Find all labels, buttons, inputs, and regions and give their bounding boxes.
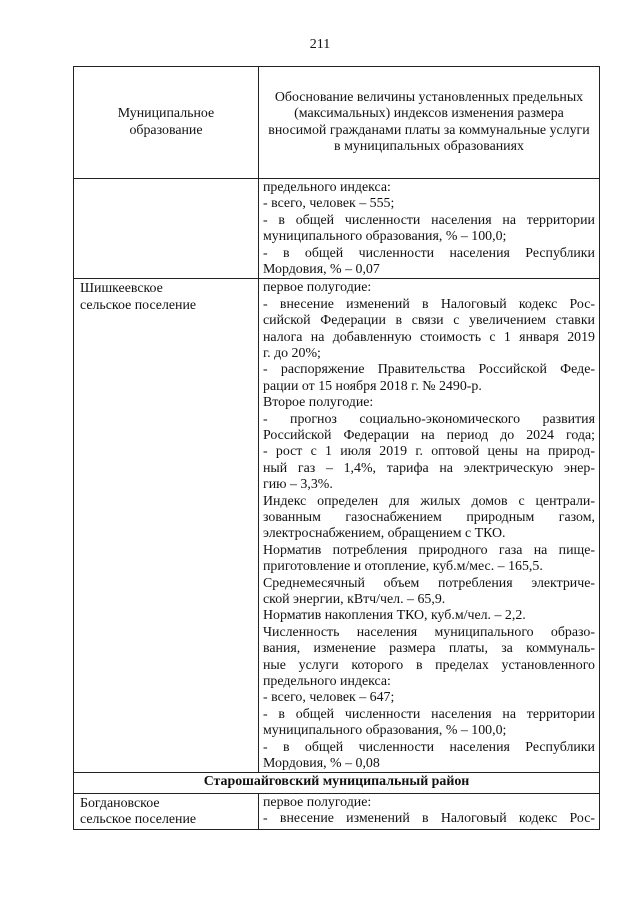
header-municipality-text: Муниципальное образование: [117, 106, 215, 138]
text-line: - распоряжение Правительства Российской Феде-: [263, 362, 595, 378]
district-section-title: Старошайговский муниципальный район: [74, 773, 600, 793]
text-line: - рост с 1 июля 2019 г. оптовой цены на природ-: [263, 444, 595, 460]
text-line: сийской Федерации в связи с увеличением ставки: [263, 313, 595, 329]
justification-cell: [259, 179, 600, 279]
header-justification: [259, 67, 600, 179]
text-line: первое полугодие:: [263, 794, 372, 810]
text-line: Численность населения муниципального образо-: [263, 624, 595, 640]
municipality-name: Богдановское: [80, 795, 160, 811]
text-line: электроснабжением, обращением с ТКО.: [263, 526, 506, 542]
text-line: - в общей численности населения на территории: [263, 706, 595, 722]
text-line: Второе полугодие:: [263, 395, 374, 411]
text-line: муниципального образования, % – 100,0;: [263, 229, 507, 245]
text-line: Среднемесячный объем потребления электриче-: [263, 575, 595, 591]
municipality-type: сельское поселение: [80, 297, 197, 313]
text-line: налога на добавленную стоимость с 1 января 2019: [263, 329, 595, 345]
justification-cell: [259, 793, 600, 829]
municipality-cell: [74, 793, 259, 829]
text-line: Мордовия, % – 0,08: [263, 755, 380, 771]
municipality-cell: [74, 179, 259, 279]
text-line: - внесение изменений в Налоговый кодекс Рос-: [263, 296, 595, 312]
text-line: - прогноз социально-экономического развития: [263, 411, 595, 427]
text-line: ные услуги которого в пределах установленного: [263, 657, 595, 673]
text-line: приготовление и отопление, куб.м/мес. – 165,5.: [263, 559, 543, 575]
text-line: Норматив потребления природного газа на пище-: [263, 542, 595, 558]
text-line: зованным газоснабжением природным газом,: [263, 509, 595, 525]
page-number: 211: [309, 37, 331, 52]
table-header-row: [74, 67, 600, 179]
municipality-name: Шишкеевское: [80, 281, 163, 297]
text-line: предельного индекса:: [263, 673, 391, 689]
text-line: первое полугодие:: [263, 280, 372, 296]
text-line: предельного индекса:: [263, 180, 391, 195]
text-line: гию – 3,3%.: [263, 477, 333, 493]
table-row: [74, 279, 600, 773]
text-line: рации от 15 ноября 2018 г. № 2490-р.: [263, 378, 482, 394]
text-line: - в общей численности населения на территории: [263, 212, 595, 228]
text-line: - всего, человек – 647;: [263, 690, 395, 706]
table-row: [74, 179, 600, 279]
text-line: Индекс определен для жилых домов с централи-: [263, 493, 595, 509]
text-line: ской энергии, кВтч/чел. – 65,9.: [263, 591, 446, 607]
text-line: - внесение изменений в Налоговый кодекс Рос-: [263, 811, 595, 827]
text-line: ный газ – 1,4%, тарифа на электрическую энер-: [263, 460, 595, 476]
text-line: муниципального образования, % – 100,0;: [263, 723, 507, 739]
justification-table: [73, 66, 600, 830]
header-justification-text: Обоснование величины установленных предельных (максимальных) индексов изменения размера вносимой гражданами платы за коммунальные услуги в муниципальных образованиях: [268, 89, 590, 154]
text-line: - в общей численности населения Республики: [263, 739, 595, 755]
header-municipality: [74, 67, 259, 179]
text-line: - в общей численности населения Республики: [263, 245, 595, 261]
table-row: [74, 793, 600, 829]
municipality-type: сельское поселение: [80, 812, 197, 828]
text-line: г. до 20%;: [263, 345, 321, 361]
justification-cell: [259, 279, 600, 773]
text-line: Российской Федерации на период до 2024 года;: [263, 427, 595, 443]
text-line: вания, изменение размера платы, за коммуналь-: [263, 641, 595, 657]
section-row: [74, 773, 600, 793]
municipality-cell: [74, 279, 259, 773]
text-line: Мордовия, % – 0,07: [263, 262, 380, 277]
text-line: - всего, человек – 555;: [263, 196, 395, 212]
text-line: Норматив накопления ТКО, куб.м/чел. – 2,2.: [263, 608, 526, 624]
